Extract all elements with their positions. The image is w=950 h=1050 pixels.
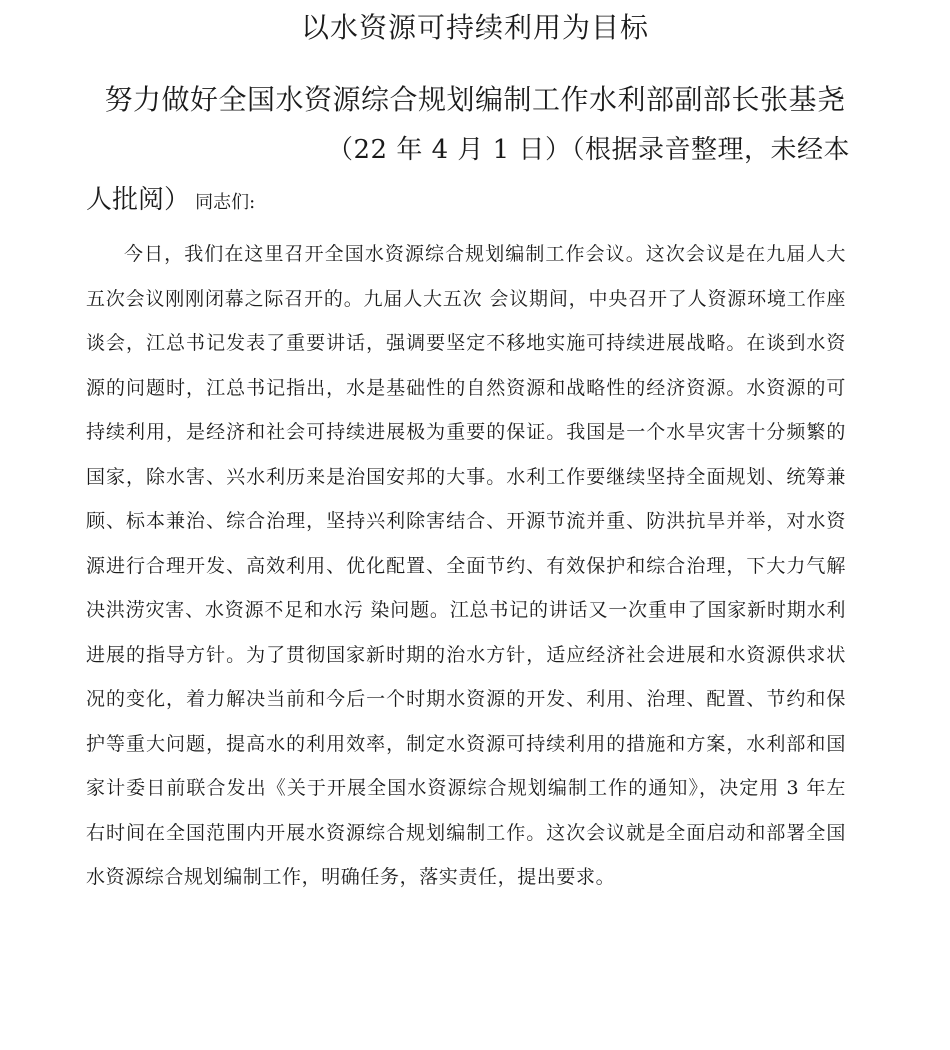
note-continuation: 人批阅） xyxy=(86,185,191,215)
document-subtitle: 努力做好全国水资源综合规划编制工作水利部副部长张基尧 xyxy=(104,83,846,116)
salutation: 同志们: xyxy=(195,192,256,213)
body-paragraph: 今日，我们在这里召开全国水资源综合规划编制工作会议。这次会议是在九届人大五次会议刚刚闭幕之际召开的。九届人大五次 会议期间，中央召开了人资源环境工作座谈会，江总书记发表了重要讲话，强调要坚定不移地实施可持续进展战略。在谈到水资源的问题时，江总书记指出，水是基础性的自然资源和战略性的经济资源。水资源的可持续利用，是经济和社会可持续进展极为重要的保证。我国是一个水旱灾害十分频繁的国家，除水害、兴水利历来是治国安邦的大事。水利工作要继续坚持全面规划、统筹兼顾、标本兼治、综合治理，坚持兴利除害结合、开源节流并重、防洪抗旱并举，对水资源进行合理开发、高效利用、优化配置、全面节约、有效保护和综合治理，下大力气解决洪涝灾害、水资源不足和水污 染问题。江总书记的讲话又一次重申了国家新时期水利进展的指导方针。为了贯彻国家新时期的治水方针，适应经济社会进展和水资源供求状况的变化，着力解决当前和今后一个时期水资源的开发、利用、治理、配置、节约和保护等重大问题，提高水的利用效率，制定水资源可持续利用的措施和方案，水利部和国家计委日前联合发出《关于开展全国水资源综合规划编制工作的通知》，决定用 3 年左右时间在全国范围内开展水资源综合规划编制工作。这次会议就是全面启动和部署全国水资源综合规划编制工作，明确任务，落实责任，提出要求。 xyxy=(86,243,846,888)
note-line xyxy=(86,180,255,223)
date-note: （22 年 4 月 1 日）（根据录音整理，未经本 xyxy=(327,135,850,165)
document-title: 以水资源可持续利用为目标 xyxy=(300,11,649,44)
